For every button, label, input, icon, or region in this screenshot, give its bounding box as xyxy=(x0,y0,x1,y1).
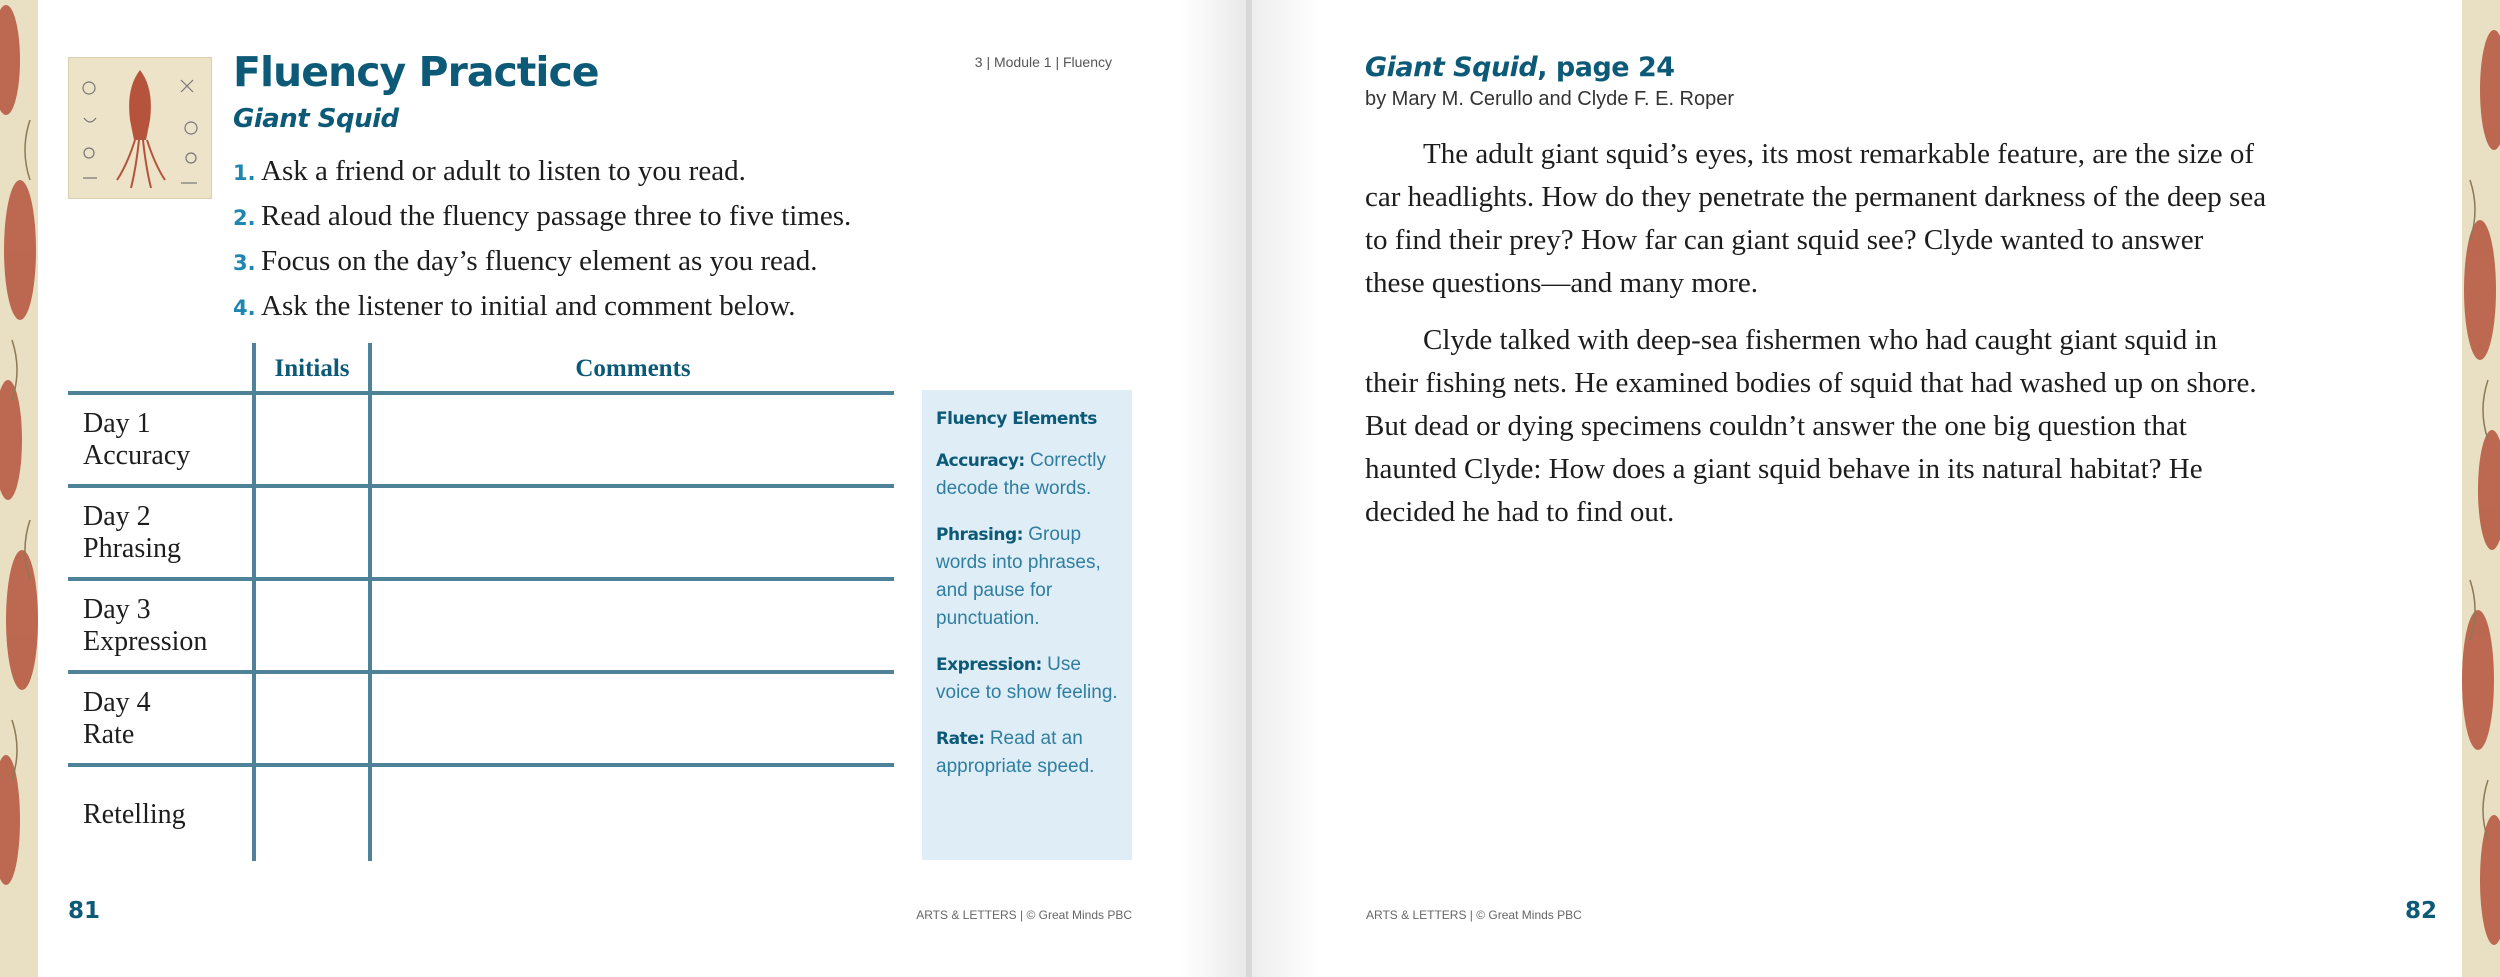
table-row-label: Day 3 Expression xyxy=(83,594,208,657)
table-row-label: Day 4 Rate xyxy=(83,687,151,750)
gutter-shadow-left xyxy=(1180,0,1250,977)
fluency-elements-title: Fluency Elements xyxy=(936,409,1097,429)
squid-pattern-icon xyxy=(0,0,38,977)
footer-right: ARTS & LETTERS | © Great Minds PBC xyxy=(1366,908,1582,922)
squid-illustration-thumbnail xyxy=(68,57,212,199)
book-spine xyxy=(1246,0,1252,977)
footer-left: ARTS & LETTERS | © Great Minds PBC xyxy=(916,908,1132,922)
instruction-step xyxy=(233,242,851,287)
squid-pattern-icon xyxy=(2462,0,2500,977)
table-divider xyxy=(368,343,372,861)
fluency-element-item: Expression: Use voice to show feeling. xyxy=(936,654,1118,703)
passage-paragraph: Clyde talked with deep-sea fishermen who had caught giant squid in their fishing nets. He examined bodies of squid that had washed up on shore. But dead or dying specimens couldn’t answer the one big question that haunted Clyde: How does a giant squid behave in its natural habitat? He decided he had to find out. xyxy=(1365,324,2257,528)
passage-byline: by Mary M. Cerullo and Clyde F. E. Roper xyxy=(1365,88,1735,110)
instruction-step xyxy=(233,287,851,332)
table-row-label: Day 1 Accuracy xyxy=(83,408,191,471)
fluency-element-item: Accuracy: Correctly decode the words. xyxy=(936,450,1107,499)
step-number: 1. xyxy=(233,161,256,185)
step-number: 4. xyxy=(233,296,256,320)
table-row-label: Retelling xyxy=(83,799,186,830)
table-rule xyxy=(68,391,894,395)
squid-illustration-icon xyxy=(69,58,211,198)
instruction-list xyxy=(233,152,851,332)
column-header-initials: Initials xyxy=(274,355,350,382)
squid-border-right xyxy=(2462,0,2500,977)
table-rule xyxy=(68,484,894,488)
step-text: Read aloud the fluency passage three to five times. xyxy=(261,200,852,232)
page-subtitle: Giant Squid xyxy=(233,104,399,134)
page-title: Fluency Practice xyxy=(233,48,599,96)
gutter-shadow-right xyxy=(1250,0,1320,977)
fluency-element-item: Rate: Read at an appropriate speed. xyxy=(936,728,1095,777)
step-text: Focus on the day’s fluency element as you read. xyxy=(261,245,818,277)
fluency-passage xyxy=(1365,133,2270,548)
fluency-element-item: Phrasing: Group words into phrases, and pause for punctuation. xyxy=(936,524,1101,629)
table-rule xyxy=(68,577,894,581)
page-number-left: 81 xyxy=(68,898,101,924)
squid-border-left xyxy=(0,0,38,977)
table-rule xyxy=(68,763,894,767)
fluency-elements-box xyxy=(922,390,1132,860)
step-text: Ask the listener to initial and comment below. xyxy=(261,290,796,322)
table-divider xyxy=(252,343,256,861)
column-header-comments: Comments xyxy=(575,355,691,382)
page-number-right: 82 xyxy=(2405,898,2438,924)
table-row-label: Day 2 Phrasing xyxy=(83,501,181,564)
passage-title: Giant Squid, page 24 xyxy=(1365,52,1675,83)
table-rule xyxy=(68,670,894,674)
passage-paragraph: The adult giant squid’s eyes, its most remarkable feature, are the size of car headlights. How do they penetrate the permanent darkness of the deep sea to find their prey? How far can giant squid see? Clyde wanted to answer these questions—and many more. xyxy=(1365,138,2267,299)
step-number: 3. xyxy=(233,251,256,275)
instruction-step xyxy=(233,152,851,197)
instruction-step xyxy=(233,197,851,242)
module-label: 3 | Module 1 | Fluency xyxy=(974,54,1112,70)
step-text: Ask a friend or adult to listen to you read. xyxy=(261,155,746,187)
fluency-log-table xyxy=(68,343,894,861)
step-number: 2. xyxy=(233,206,256,230)
